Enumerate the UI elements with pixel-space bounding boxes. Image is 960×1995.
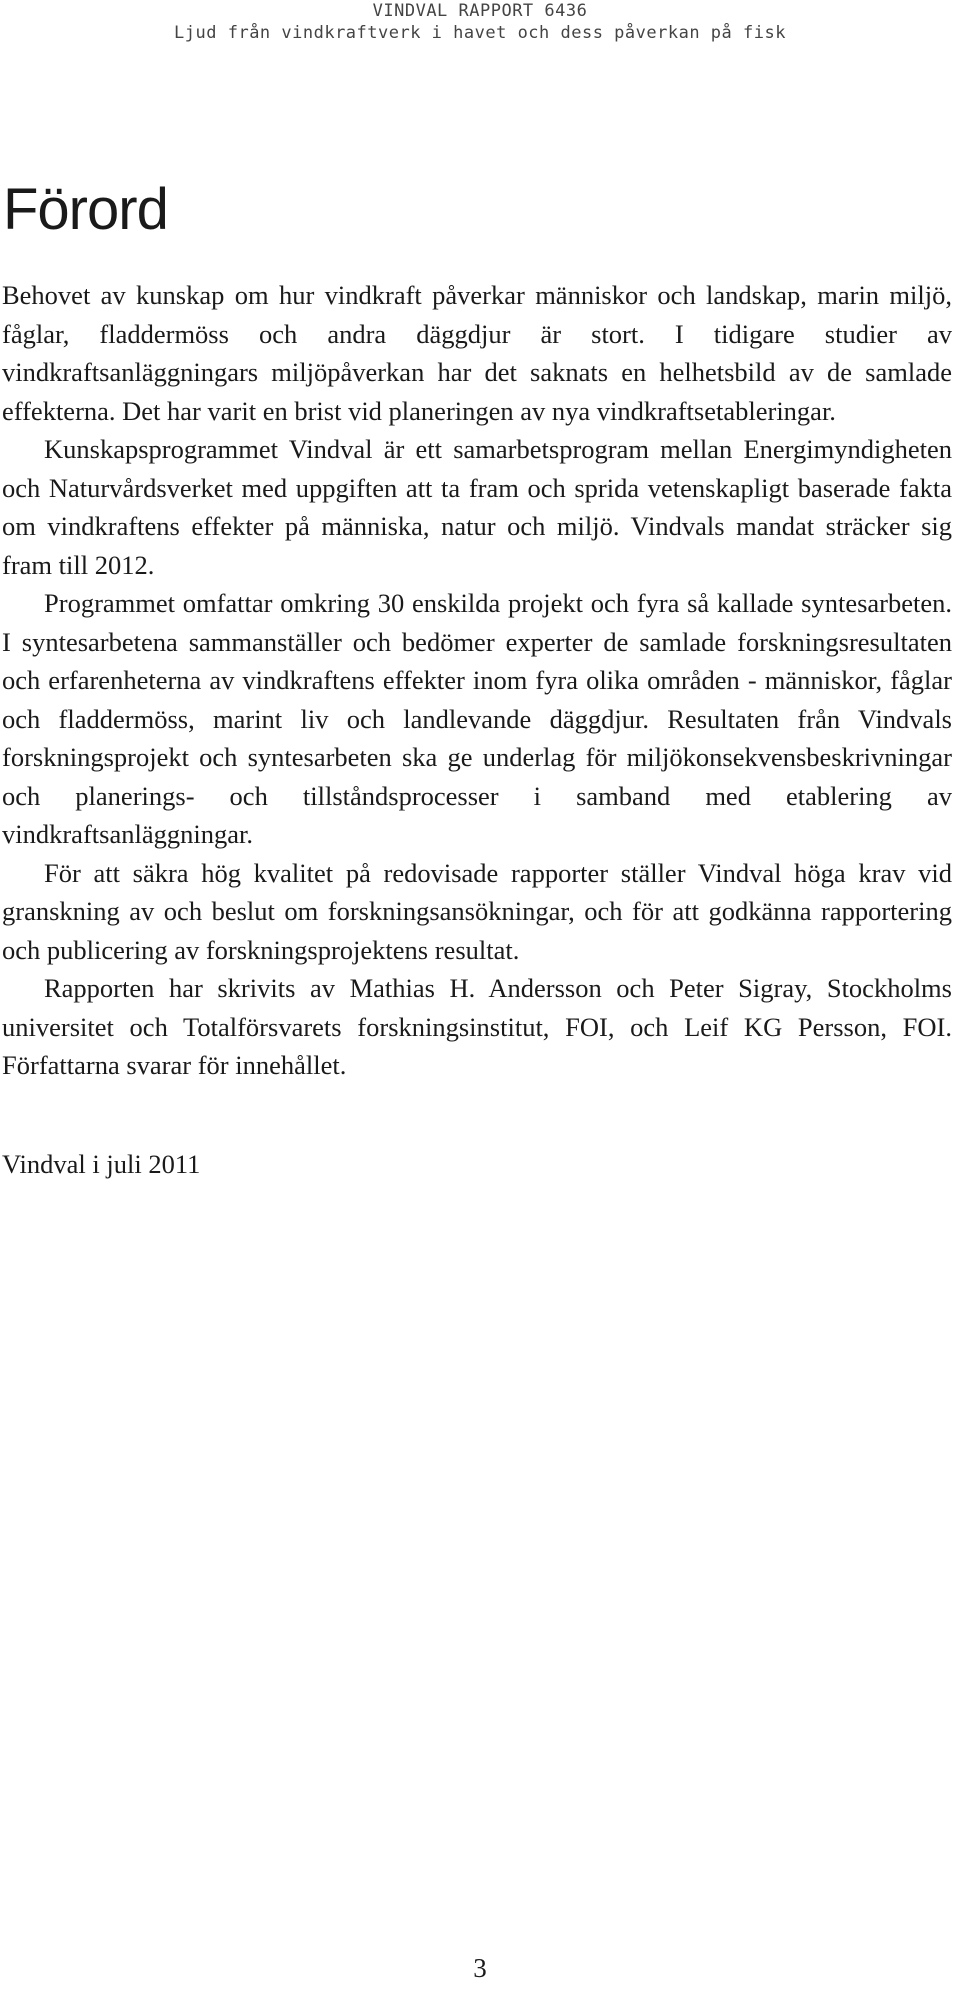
paragraph-projects: Programmet omfattar omkring 30 enskilda projekt och fyra så kallade syntesarbeten. I syntesarbetena sammanställer och bedömer experter de samlade forskningsresultaten och erfarenheterna av vindkraftens effekter inom fyra olika områden - människor, fåglar och fladdermöss, marint liv och landlevande däggdjur. Resultaten från Vindvals forskningsprojekt och syntesarbeten ska ge underlag för miljökonsekvensbeskrivningar och planerings- och tillståndsprocesser i samband med etablering av vindkraftsanläggningar.	[2, 588, 952, 849]
paragraph-quality: För att säkra hög kvalitet på redovisade rapporter ställer Vindval höga krav vid granskning av och beslut om forskningsansökningar, och för att godkänna rapportering och publicering av forskningsprojektens resultat.	[2, 857, 952, 965]
report-series-label: VINDVAL RAPPORT 6436	[372, 1, 588, 21]
page-title: Förord	[3, 177, 168, 242]
signature-line: Vindval i juli 2011	[2, 1149, 201, 1179]
report-title-label: Ljud från vindkraftverk i havet och dess påverkan på fisk	[174, 23, 786, 43]
foreword-body	[2, 276, 952, 1085]
paragraph-program: Kunskapsprogrammet Vindval är ett samarbetsprogram mellan Energimyndigheten och Naturvårdsverket med uppgiften att ta fram och sprida vetenskapligt baserade fakta om vindkraftens effekter på människa, natur och miljö. Vindvals mandat sträcker sig fram till 2012.	[2, 434, 952, 580]
paragraph-intro: Behovet av kunskap om hur vindkraft påverkar människor och landskap, marin miljö, fåglar, fladdermöss och andra däggdjur är stort. I tidigare studier av vindkraftsanläggningars miljöpåverkan har det saknats en helhetsbild av de samlade effekterna. Det har varit en brist vid planeringen av nya vindkraftsetableringar.	[2, 280, 952, 426]
running-header	[0, 0, 960, 44]
page-number: 3	[473, 1953, 487, 1983]
paragraph-authors: Rapporten har skrivits av Mathias H. Andersson och Peter Sigray, Stockholms universitet och Totalförsvarets forskningsinstitut, FOI, och Leif KG Persson, FOI. Författarna svarar för innehållet.	[2, 973, 952, 1080]
